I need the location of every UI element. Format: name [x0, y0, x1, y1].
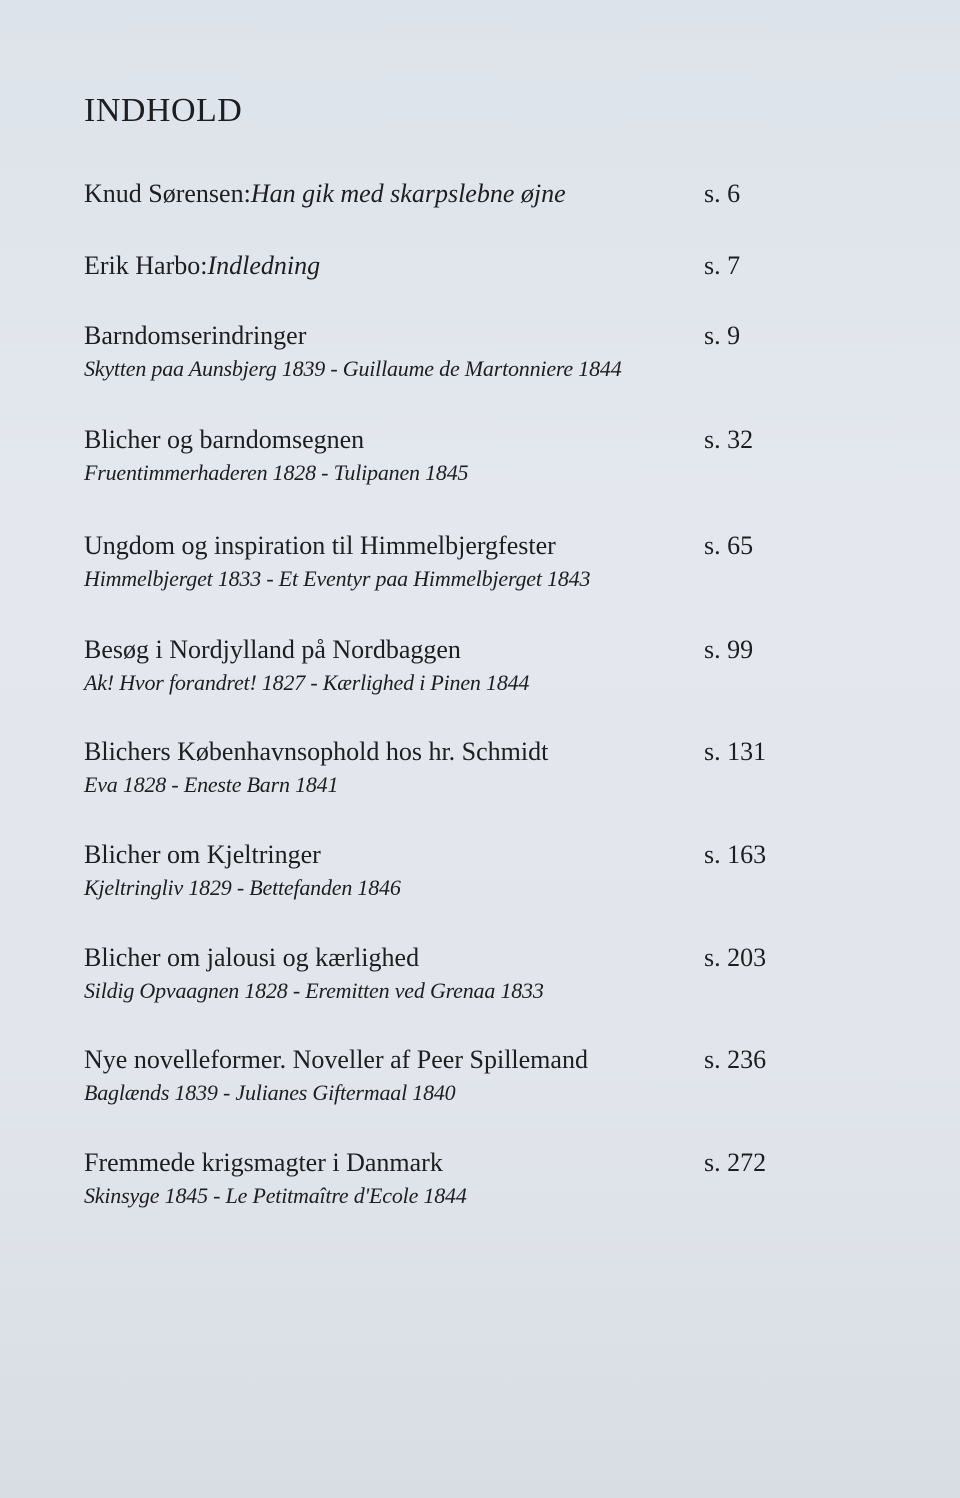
toc-entry-author: Erik Harbo: — [84, 251, 208, 280]
toc-entry — [84, 1044, 784, 1108]
toc-entry-title: Barndomserindringer — [84, 321, 307, 350]
toc-entry — [84, 839, 784, 903]
toc-entry-title: Blicher om jalousi og kærlighed — [84, 943, 420, 972]
toc-entry-subtitle: Kjeltringliv 1829 - Bettefanden 1846 — [84, 875, 401, 900]
toc-entry — [84, 424, 784, 488]
toc-entry — [84, 320, 784, 384]
toc-entry-author: Knud Sørensen: — [84, 179, 251, 208]
toc-entry-subtitle: Himmelbjerget 1833 - Et Eventyr paa Himmelbjerget 1843 — [84, 566, 591, 591]
toc-entry — [84, 634, 784, 698]
toc-entry-subtitle: Skinsyge 1845 - Le Petitmaître d'Ecole 1844 — [84, 1183, 467, 1208]
toc-entry-title: Indledning — [207, 251, 321, 280]
toc-entry-page: s. 6 — [704, 179, 741, 208]
toc-entry-title: Nye novelleformer. Noveller af Peer Spillemand — [84, 1045, 588, 1074]
toc-entry-subtitle: Baglænds 1839 - Julianes Giftermaal 1840 — [84, 1080, 456, 1105]
toc-entry-page: s. 272 — [704, 1148, 767, 1177]
toc-entry-subtitle: Fruentimmerhaderen 1828 - Tulipanen 1845 — [84, 460, 469, 485]
toc-entry-title: Blichers Københavnsophold hos hr. Schmidt — [84, 737, 549, 766]
toc-entry-page: s. 7 — [704, 251, 741, 280]
toc-entry-subtitle: Ak! Hvor forandret! 1827 - Kærlighed i Pinen 1844 — [84, 670, 530, 695]
toc-entry-page: s. 65 — [704, 531, 754, 560]
toc-entry-title: Blicher om Kjeltringer — [84, 840, 321, 869]
toc-entry-page: s. 163 — [704, 840, 767, 869]
toc-entry-title: Ungdom og inspiration til Himmelbjergfester — [84, 531, 556, 560]
toc-entry — [84, 1147, 784, 1211]
toc-entry-subtitle: Sildig Opvaagnen 1828 - Eremitten ved Grenaa 1833 — [84, 978, 544, 1003]
toc-entry-page: s. 9 — [704, 321, 741, 350]
toc-entry — [84, 736, 784, 800]
toc-entry — [84, 178, 784, 210]
toc-entry — [84, 530, 784, 594]
toc-entry-subtitle: Eva 1828 - Eneste Barn 1841 — [84, 772, 339, 797]
toc-entry-title: Fremmede krigsmagter i Danmark — [84, 1148, 443, 1177]
toc-entry-title: Blicher og barndomsegnen — [84, 425, 365, 454]
toc-entry-page: s. 99 — [704, 635, 754, 664]
toc-entry-page: s. 236 — [704, 1045, 767, 1074]
toc-entry-title: Han gik med skarpslebne øjne — [250, 179, 566, 208]
toc-entry-title: Besøg i Nordjylland på Nordbaggen — [84, 635, 461, 664]
toc-entry-subtitle: Skytten paa Aunsbjerg 1839 - Guillaume de Martonniere 1844 — [84, 356, 622, 381]
toc-entry-page: s. 131 — [704, 737, 767, 766]
page-title: INDHOLD — [84, 92, 243, 129]
toc-entry-page: s. 203 — [704, 943, 767, 972]
toc-entry-page: s. 32 — [704, 425, 754, 454]
toc-entry — [84, 250, 784, 282]
toc-entry — [84, 942, 784, 1006]
